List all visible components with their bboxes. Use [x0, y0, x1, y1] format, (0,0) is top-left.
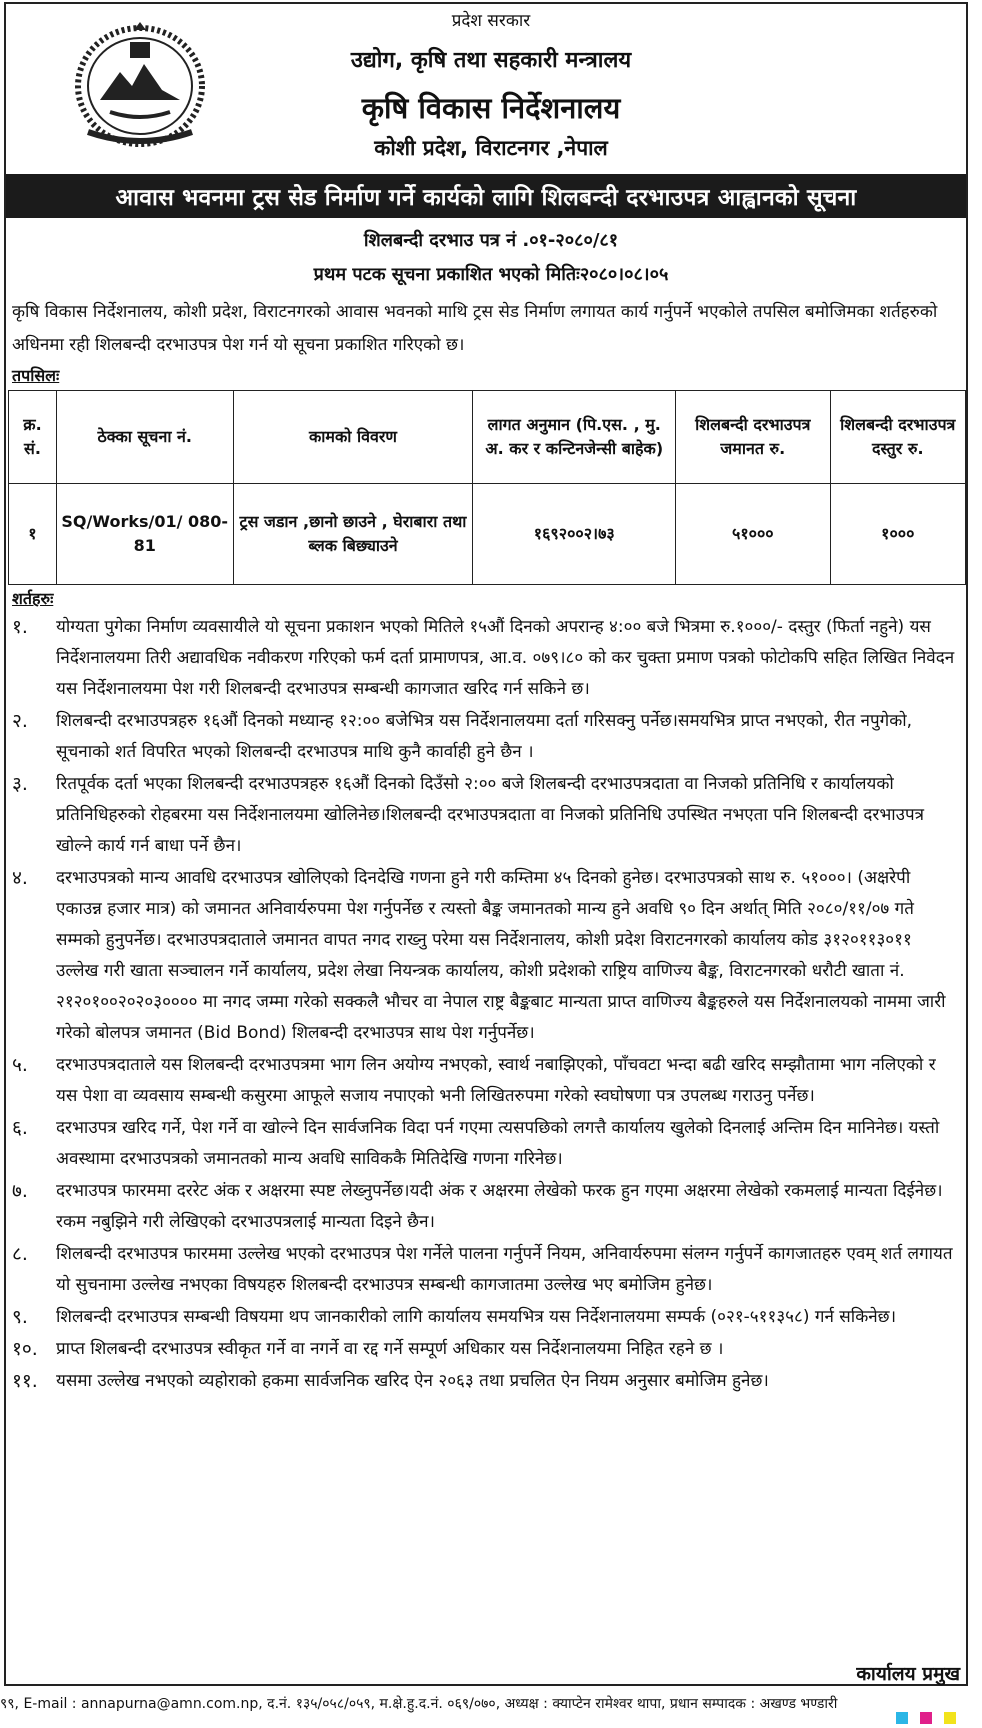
- notice-title-banner: आवास भवनमा ट्रस सेड निर्माण गर्ने कार्यको लागि शिलबन्दी दरभाउपत्र आह्वानको सूचना: [6, 174, 966, 218]
- newspaper-footer: ९९, E-mail : annapurna@amn.com.np, द.नं. १३५/०५८/०५९, म.क्षे.हु.द.नं. ०६९/०७०, अध्यक्ष : क्याप्टेन रामेश्वर थापा, प्रधान सम्पादक : अखण्ड भण्डारी: [0, 1696, 838, 1712]
- cell-fee: १०००: [830, 484, 965, 585]
- col-header-sn: क्र. सं.: [9, 391, 57, 484]
- list-item: [12, 1239, 958, 1301]
- col-header-bid-security: शिलबन्दी दरभाउपत्र जमानत रु.: [676, 391, 830, 484]
- col-header-description: कामको विवरण: [233, 391, 473, 484]
- condition-number: ९.: [12, 1306, 28, 1328]
- print-color-swatch-cyan: [896, 1712, 908, 1724]
- table-row: [9, 484, 966, 585]
- intro-paragraph: कृषि विकास निर्देशनालय, कोशी प्रदेश, विराटनगरको आवास भवनको माथि ट्रस सेड निर्माण लगायत कार्य गर्नुपर्ने भएकोले तपसिल बमोजिमका शर्तहरुको अधिनमा रही शिलबन्दी दरभाउपत्र पेश गर्न यो सूचना प्रकाशित गरिएको छ।: [12, 302, 938, 355]
- cell-sn: १: [9, 484, 57, 585]
- condition-text: योग्यता पुगेका निर्माण व्यवसायीले यो सूचना प्रकाशन भएको मितिले १५औं दिनको अपरान्ह ४:०० बजे भित्रमा रु.१०००/- दस्तुर (फिर्ता नहुने) यस निर्देशनालयमा तिरी अद्यावधिक नवीकरण गरिएको फर्म दर्ता प्रामाणपत्र, आ.व. ०७९।८० को कर चुक्ता प्रमाण पत्रको फोटोकपि सहित लिखित निवेदन यस निर्देशनालयमा पेश गरी शिलबन्दी दरभाउपत्र सम्बन्धी कागजात खरिद गर्न सकिने छ।: [56, 617, 955, 699]
- signature-office-chief: कार्यालय प्रमुख: [856, 1663, 960, 1685]
- col-header-notice-no: ठेक्का सूचना नं.: [56, 391, 233, 484]
- cell-bid-security: ५१०००: [676, 484, 830, 585]
- condition-number: ८.: [12, 1243, 28, 1265]
- condition-number: १०.: [12, 1338, 38, 1360]
- condition-number: ११.: [12, 1370, 38, 1392]
- condition-number: ५.: [12, 1054, 28, 1076]
- cell-notice-no: SQ/Works/01/ 080-81: [56, 484, 233, 585]
- condition-text: रितपूर्वक दर्ता भएका शिलबन्दी दरभाउपत्रहरु १६औं दिनको दिउँसो २:०० बजे शिलबन्दी दरभाउपत्रदाता वा निजको प्रतिनिधि र कार्यालयको प्रतिनिधिहरुको रोहबरमा यस निर्देशनालयमा खोलिनेछ।शिलबन्दी दरभाउपत्रदाता वा निजको प्रतिनिधि उपस्थित नभएता पनि शिलबन्दी दरभाउपत्र खोल्ने कार्य गर्न बाधा पर्ने छैन।: [56, 774, 925, 856]
- col-header-estimate: लागत अनुमान (पि.एस. , मु. अ. कर र कन्टिनजेन्सी बाहेक): [473, 391, 676, 484]
- tender-number: शिलबन्दी दरभाउ पत्र नं .०१-२०८०/८१: [363, 230, 619, 251]
- table-header-row: [9, 391, 966, 484]
- publication-date: प्रथम पटक सूचना प्रकाशित भएको मितिः२०८०।०८।०५: [313, 264, 669, 285]
- nepal-government-emblem-icon: [70, 20, 210, 150]
- condition-number: ४.: [12, 867, 28, 889]
- cell-description: ट्रस जडान ,छानो छाउने , घेराबारा तथा ब्लक बिछ्याउने: [233, 484, 473, 585]
- conditions-label: शर्तहरुः: [12, 589, 54, 608]
- list-item: [12, 1176, 958, 1238]
- cell-estimate: १६९२००२।७३: [473, 484, 676, 585]
- col-header-fee: शिलबन्दी दरभाउपत्र दस्तुर रु.: [830, 391, 965, 484]
- condition-text: यसमा उल्लेख नभएको व्यहोराको हकमा सार्वजनिक खरिद ऐन २०६३ तथा प्रचलित ऐन नियम अनुसार बमोजिम हुनेछ।: [56, 1371, 769, 1391]
- condition-number: ६.: [12, 1117, 28, 1139]
- tender-table: [8, 390, 966, 585]
- list-item: [12, 706, 958, 768]
- condition-text: दरभाउपत्रदाताले यस शिलबन्दी दरभाउपत्रमा भाग लिन अयोग्य नभएको, स्वार्थ नबाझिएको, पाँचवटा भन्दा बढी खरिद सम्झौतामा भाग नलिएको र यस पेशा वा व्यवसाय सम्बन्धी कसुरमा आफूले सजाय नपाएको भनी लिखितरुपमा गरेको स्वघोषणा पत्र उपलब्ध गराउनु पर्नेछ।: [56, 1055, 936, 1106]
- condition-number: १.: [12, 616, 28, 638]
- list-item: [12, 1302, 958, 1333]
- header-location: कोशी प्रदेश, विराटनगर ,नेपाल: [374, 136, 608, 160]
- list-item: [12, 612, 958, 705]
- header-directorate: कृषि विकास निर्देशनालय: [361, 91, 621, 125]
- list-item: [12, 863, 958, 1049]
- condition-number: ३.: [12, 773, 28, 795]
- condition-text: शिलबन्दी दरभाउपत्रहरु १६औं दिनको मध्यान्ह १२:०० बजेभित्र यस निर्देशनालयमा दर्ता गरिसक्नु पर्नेछ।समयभित्र प्राप्त नभएको, रीत नपुगेको, सूचनाको शर्त विपरित भएको शिलबन्दी दरभाउपत्र माथि कुनै कार्वाही हुने छैन ।: [56, 711, 913, 762]
- conditions-list: [12, 612, 958, 1398]
- list-item: [12, 1050, 958, 1112]
- condition-text: शिलबन्दी दरभाउपत्र फारममा उल्लेख भएको दरभाउपत्र पेश गर्नेले पालना गर्नुपर्ने नियम, अनिवार्यरुपमा संलग्न गर्नुपर्ने कागजातहरु एवम् शर्त लगायत यो सुचनामा उल्लेख नभएका विषयहरु शिलबन्दी दरभाउपत्र सम्बन्धी कागजातमा उल्लेख भए बमोजिम हुनेछ।: [56, 1244, 953, 1295]
- condition-text: शिलबन्दी दरभाउपत्र सम्बन्धी विषयमा थप जानकारीको लागि कार्यालय समयभित्र यस निर्देशनालयमा सम्पर्क (०२१-५११३५८) गर्न सकिनेछ।: [56, 1307, 897, 1327]
- print-color-swatch-yellow: [944, 1712, 956, 1724]
- condition-text: प्राप्त शिलबन्दी दरभाउपत्र स्वीकृत गर्ने वा नगर्ने वा रद्द गर्ने सम्पूर्ण अधिकार यस निर्देशनालयमा निहित रहने छ ।: [56, 1339, 724, 1359]
- header-ministry: उद्योग, कृषि तथा सहकारी मन्त्रालय: [350, 48, 632, 73]
- print-color-swatch-magenta: [920, 1712, 932, 1724]
- list-item: [12, 769, 958, 862]
- details-label: तपसिलः: [12, 366, 60, 385]
- header-province: प्रदेश सरकार: [451, 11, 531, 31]
- condition-text: दरभाउपत्रको मान्य आवधि दरभाउपत्र खोलिएको दिनदेखि गणना हुने गरी कम्तिमा ४५ दिनको हुनेछ। दरभाउपत्रको साथ रु. ५१०००। (अक्षरेपी एकाउन्न हजार मात्र) को जमानत अनिवार्यरुपमा पेश गर्नुपर्नेछ र त्यस्तो बैङ्क जमानतको मान्य हुने अवधि ९० दिन अर्थात् मिति २०८०/११/०७ गते सम्मको हुनुपर्नेछ। दरभाउपत्रदाताले जमानत वापत नगद राख्नु परेमा यस निर्देशनालय, कोशी प्रदेश विराटनगरको कार्यालय कोड ३१२०११३०११ उल्लेख गरी खाता सञ्चालन गर्ने कार्यालय, प्रदेश लेखा नियन्त्रक कार्यालय, कोशी प्रदेशको राष्ट्रिय वाणिज्य बैङ्क, विराटनगरको धरौटी खाता नं. २१२०१००२०२०३०००० मा नगद जम्मा गरेको सक्कलै भौचर वा नेपाल राष्ट्र बैङ्कबाट मान्यता प्राप्त वाणिज्य बैङ्कहरुले यस निर्देशनालयको नाममा जारी गरेको बोलपत्र जमानत (Bid Bond) शिलबन्दी दरभाउपत्र साथ पेश गर्नुपर्नेछ।: [56, 868, 946, 1043]
- condition-text: दरभाउपत्र फारममा दररेट अंक र अक्षरमा स्पष्ट लेख्नुपर्नेछ।यदी अंक र अक्षरमा लेखेको फरक हुन गएमा अक्षरमा लेखेको रकमलाई मान्यता दिईनेछ। रकम नबुझिने गरी लेखिएको दरभाउपत्रलाई मान्यता दिइने छैन।: [56, 1181, 943, 1232]
- list-item: [12, 1334, 958, 1365]
- list-item: [12, 1113, 958, 1175]
- condition-text: दरभाउपत्र खरिद गर्ने, पेश गर्ने वा खोल्ने दिन सार्वजनिक विदा पर्न गएमा त्यसपछिको लगत्तै कार्यालय खुलेको दिनलाई अन्तिम दिन मानिनेछ। यस्तो अवस्थामा दरभाउपत्रको जमानतको मान्य अवधि साविककै मितिदेखि गणना गरिनेछ।: [56, 1118, 940, 1169]
- list-item: [12, 1366, 958, 1397]
- condition-number: ७.: [12, 1180, 28, 1202]
- condition-number: २.: [12, 710, 28, 732]
